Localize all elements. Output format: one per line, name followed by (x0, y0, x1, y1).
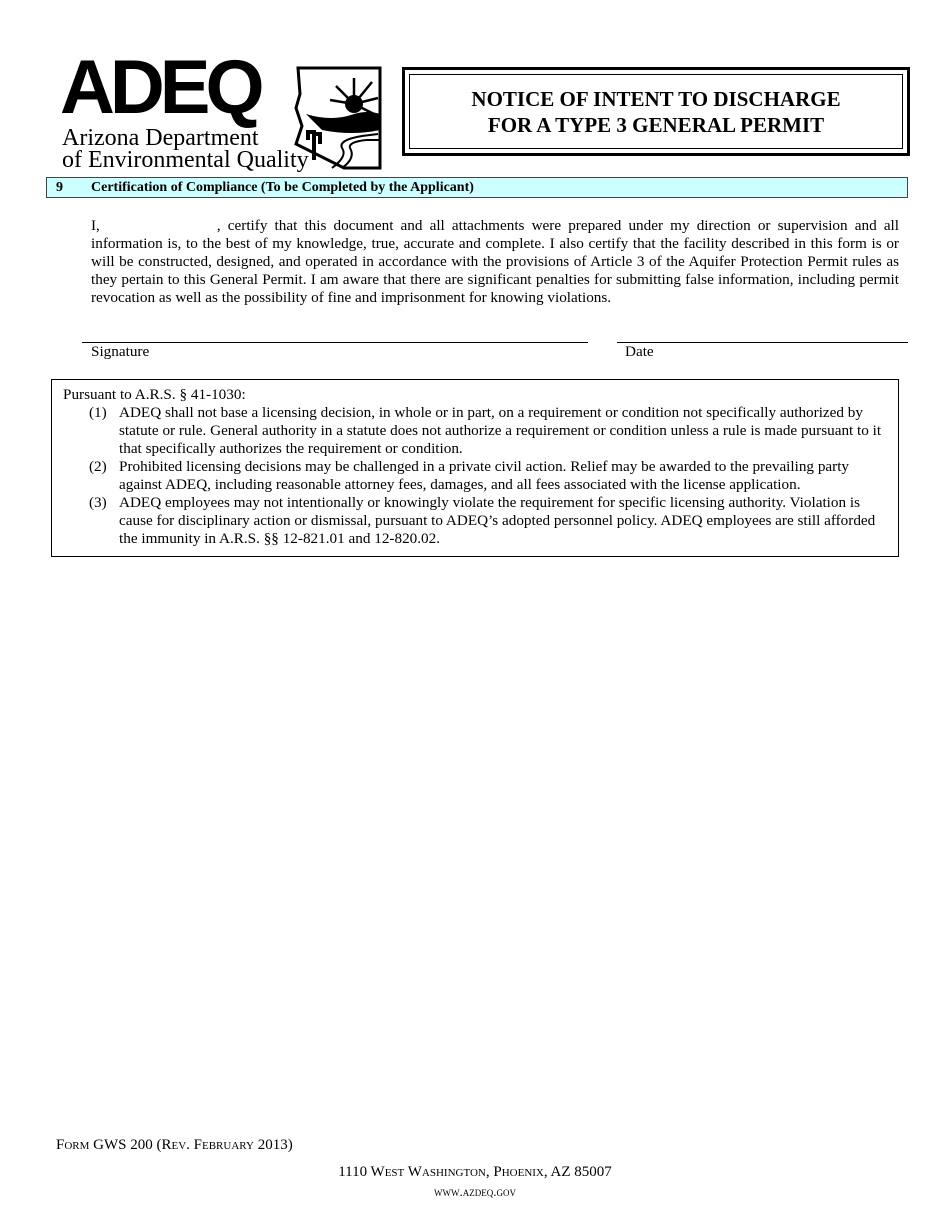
statute-item-text: Prohibited licensing decisions may be challenged in a private civil action. Relief may be awarded to the prevailing party against ADEQ, including reasonable attorney fees, damages, and all fees associated with the license application. (119, 458, 850, 493)
adeq-logo (60, 45, 385, 173)
form-title-line1: NOTICE OF INTENT TO DISCHARGE (471, 86, 841, 111)
statute-item-number: (3) (89, 494, 107, 511)
statute-item-text: ADEQ shall not base a licensing decision, in whole or in part, on a requirement or condition not specifically authorized by statute or rule. General authority in a statute does not authorize a requirement or condition unless a rule is made pursuant to it that specifically authorizes the requirement or condition. (119, 404, 882, 457)
certification-body: , certify that this document and all attachments were prepared under my direction or supervision and all information is, to the best of my knowledge, true, accurate and complete. I also certify that the facility described in this form is or will be constructed, designed, and operated in accordance with the provisions of Article 3 of the Aquifer Protection Permit rules as they pertain to this General Permit. I am aware that there are significant penalties for submitting false information, including permit revocation as well as the possibility of fine and imprisonment for knowing violations. (91, 217, 899, 306)
statute-item (89, 458, 889, 494)
signature-label: Signature (91, 343, 150, 360)
section-title: Certification of Compliance (To be Completed by the Applicant) (91, 180, 474, 195)
certification-statement (91, 217, 899, 307)
form-identifier: Form GWS 200 (Rev. February 2013) (56, 1137, 293, 1153)
statute-notice-box (51, 379, 899, 557)
statute-item-number: (2) (89, 458, 107, 475)
statute-item (89, 494, 889, 548)
logo-acronym: ADEQ (60, 45, 260, 130)
section-number: 9 (56, 180, 63, 195)
statute-item-number: (1) (89, 404, 107, 421)
statute-item (89, 404, 889, 458)
logo-agency-line2: of Environmental Quality (62, 147, 309, 173)
statute-item-text: ADEQ employees may not intentionally or knowingly violate the requirement for specific licensing authority. Violation is cause for disciplinary action or dismissal, pursuant to ADEQ’s adopted personnel policy. ADEQ employees are still afforded the immunity in A.R.S. §§ 12-821.01 and 12-820.02. (119, 494, 876, 547)
statute-list (89, 404, 889, 548)
section-header (46, 177, 908, 198)
agency-address: 1110 West Washington, Phoenix, AZ 85007 (338, 1164, 612, 1180)
certification-prefix: I, (91, 217, 100, 234)
date-field[interactable] (617, 342, 908, 343)
date-label: Date (625, 343, 654, 360)
form-title-line2: FOR A TYPE 3 GENERAL PERMIT (487, 112, 825, 137)
form-title-box (402, 67, 910, 156)
statute-intro: Pursuant to A.R.S. § 41-1030: (63, 386, 246, 403)
agency-website-link[interactable]: www.azdeq.gov (434, 1184, 516, 1199)
logo-agency-line1: Arizona Department (62, 125, 259, 151)
signature-field[interactable] (82, 342, 588, 343)
arizona-map-icon (292, 64, 384, 170)
